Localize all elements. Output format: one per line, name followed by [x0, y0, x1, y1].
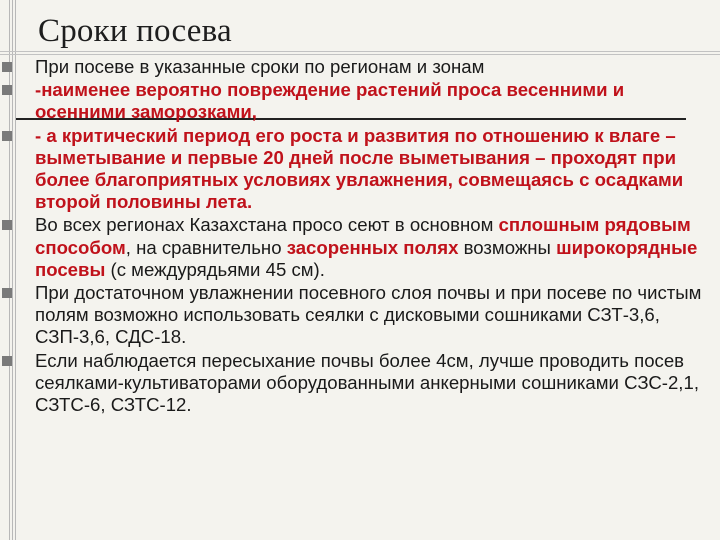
square-bullet-icon	[2, 220, 12, 230]
bullet-text-highlight: -наименее вероятно повреждение растений проса весенними и осенними заморозками,	[35, 79, 625, 123]
decor-horizontal-line	[0, 54, 720, 55]
text-part: (с междурядьями 45 см).	[105, 258, 325, 280]
square-bullet-icon	[2, 85, 12, 95]
bullet-text: При посеве в указанные сроки по регионам и зонам	[35, 56, 485, 77]
highlight-term: засоренных полях	[286, 236, 459, 258]
highlight-term: сплошным рядовым способом	[35, 214, 691, 258]
bullet-text: При достаточном увлажнении посевного слоя почвы и при посеве по чистым полям возможно использовать сеялки с дисковыми сошниками СЗТ-3,6, СЗП-3,6, СДС-18.	[35, 282, 702, 348]
slide-title: Сроки посева	[38, 13, 232, 49]
bullet-item	[0, 56, 720, 78]
bullet-item	[0, 282, 720, 349]
square-bullet-icon	[2, 356, 12, 366]
bullet-text	[35, 214, 706, 281]
bullet-item	[0, 214, 720, 281]
text-part: Во всех регионах Казахстана просо сеют в основном	[35, 214, 499, 236]
bullet-item	[0, 350, 720, 417]
bullet-list	[0, 56, 720, 416]
bullet-text: Если наблюдается пересыхание почвы более 4см, лучше проводить посев сеялками-культиваторами оборудованными анкерными сошниками СЗС-2,1, СЗТС-6, СЗТС-12.	[35, 349, 699, 416]
highlight-term: широкорядные посевы	[35, 236, 698, 280]
bullet-item	[0, 79, 720, 123]
bullet-text-highlight: - а критический период его роста и развития по отношению к влаге – выметывание и первые 20 дней после выметывания – проходят при более благоприятных условиях увлажнения, совмещаясь с осадками второй половины лета.	[35, 124, 684, 213]
square-bullet-icon	[2, 62, 12, 72]
square-bullet-icon	[2, 131, 12, 141]
square-bullet-icon	[2, 288, 12, 298]
decor-horizontal-line	[0, 51, 720, 52]
text-part: , на сравнительно	[125, 236, 287, 258]
text-part: возможны	[458, 236, 557, 258]
bullet-item	[0, 125, 720, 214]
